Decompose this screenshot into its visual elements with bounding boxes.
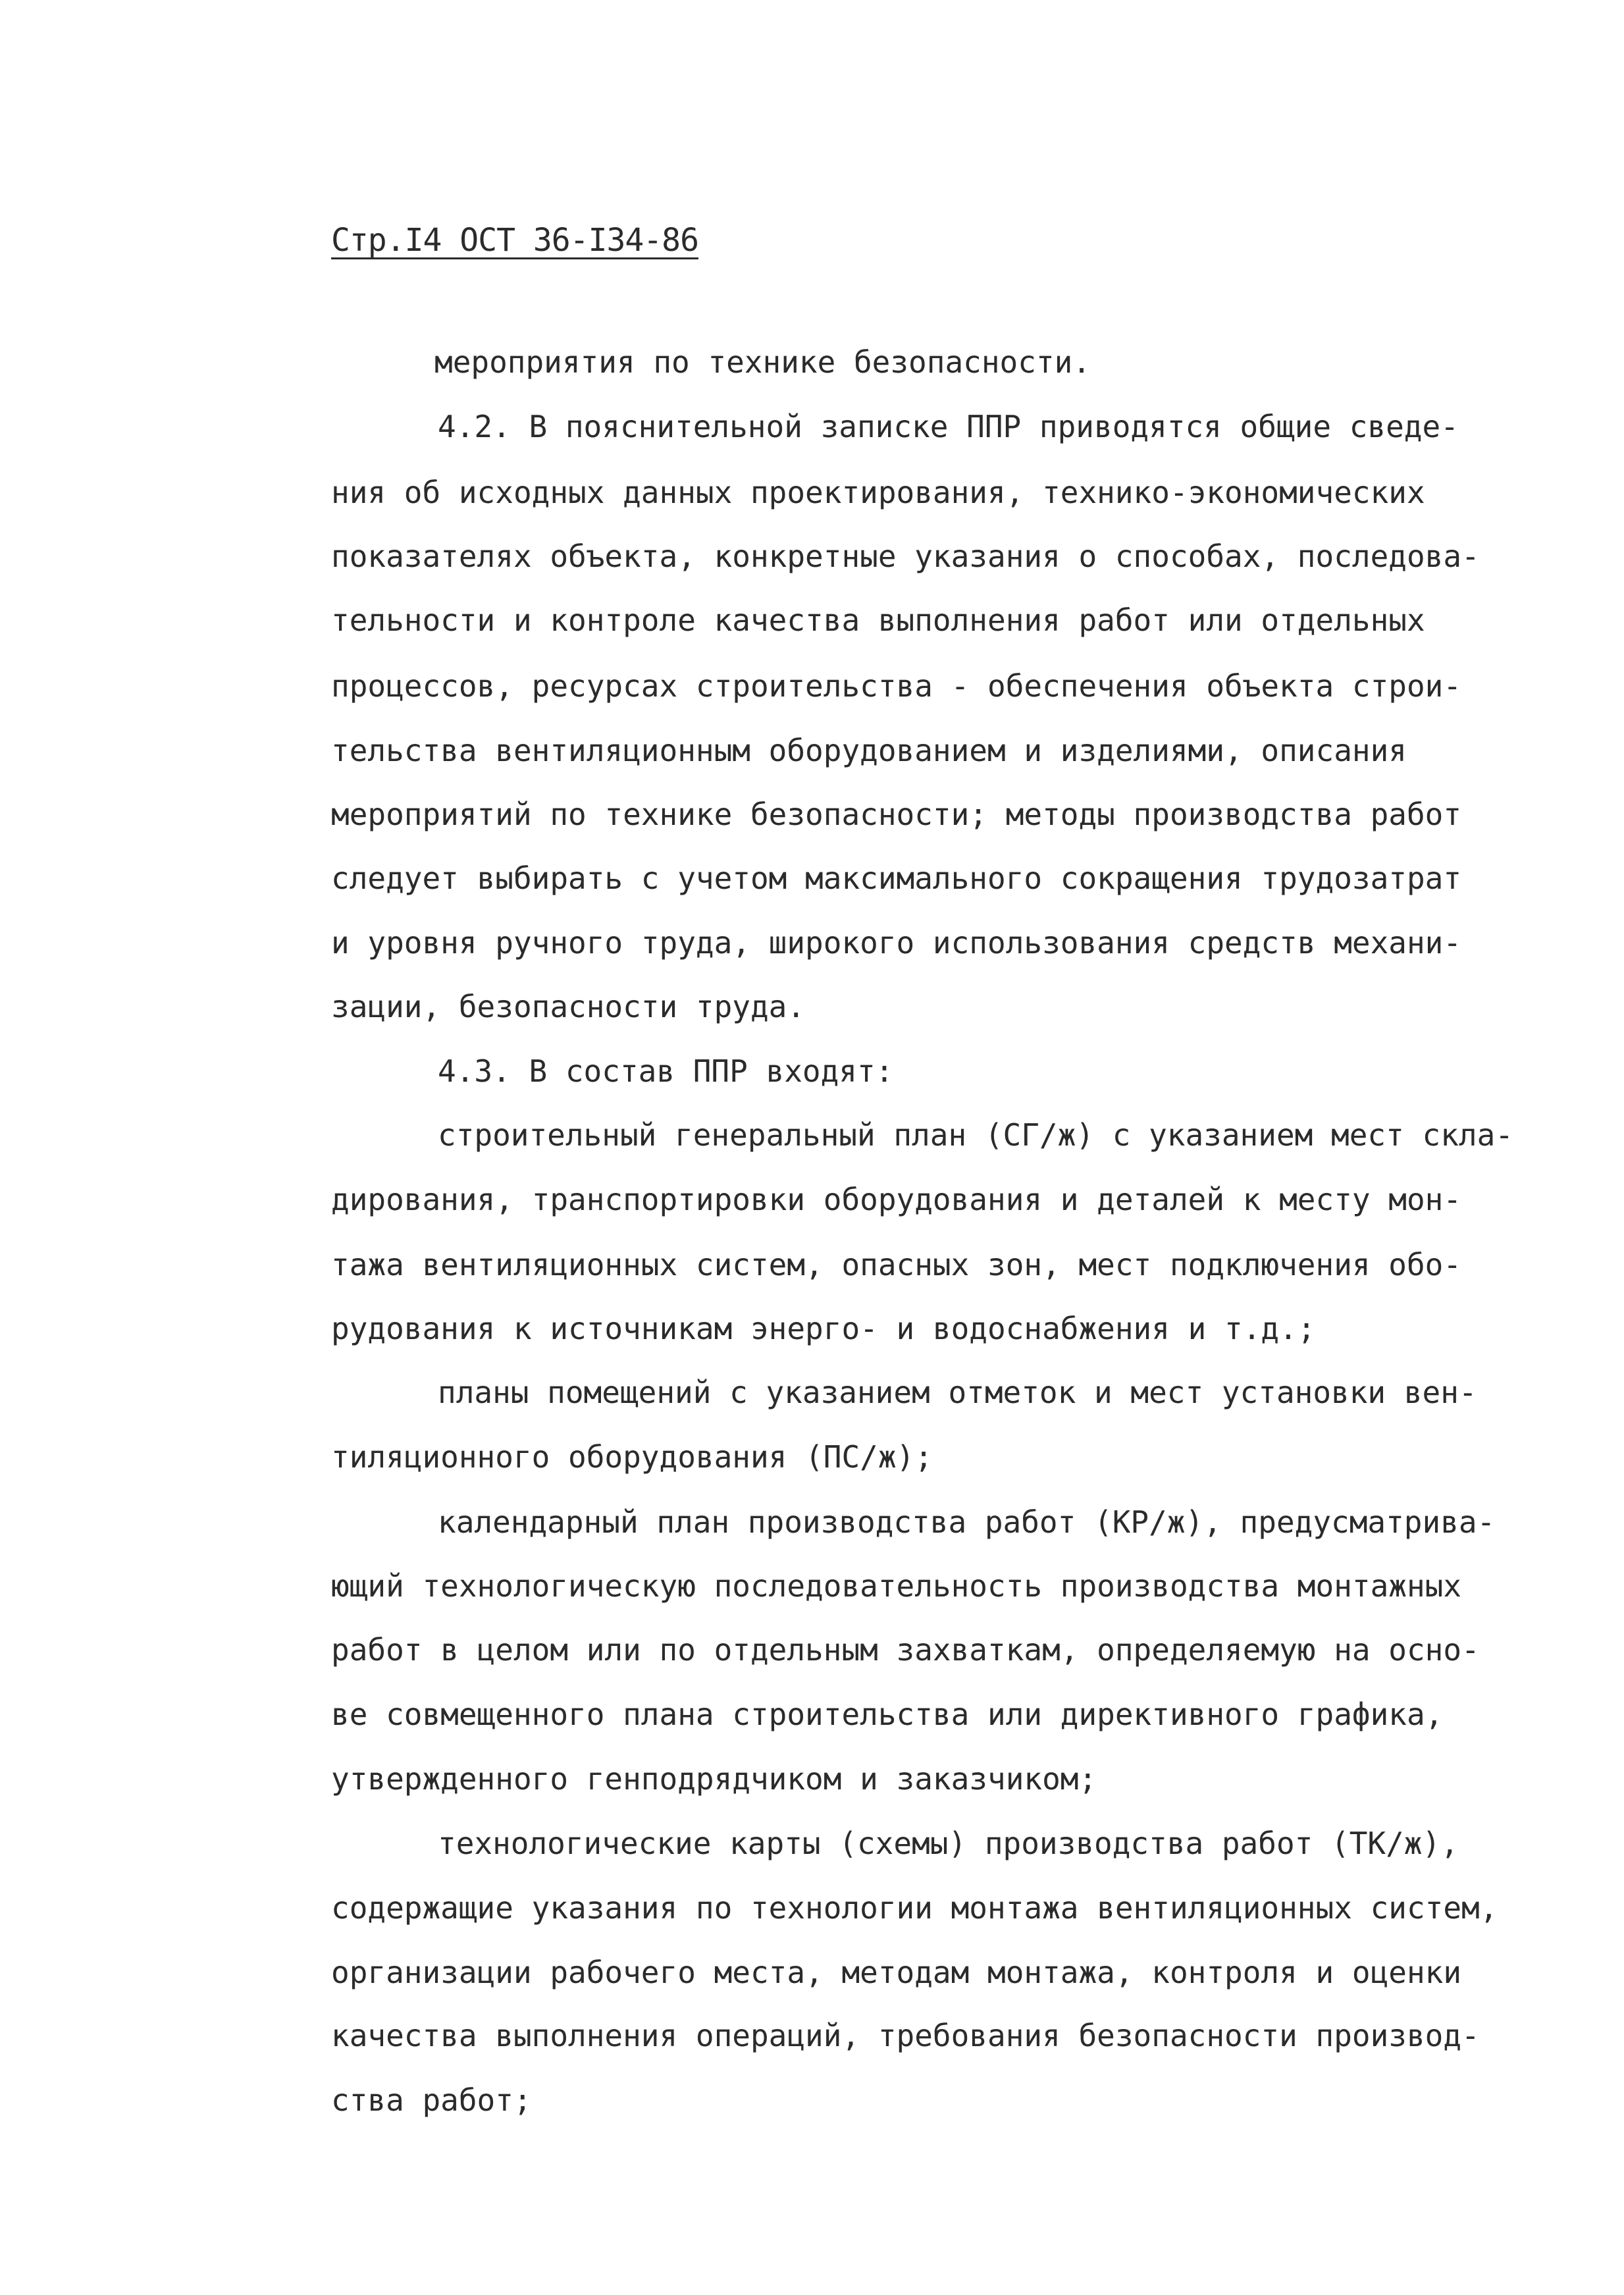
body-line: тиляционного оборудования (ПС/ж); [331, 1439, 933, 1475]
body-line: качества выполнения операций, требования безопасности производ- [331, 2018, 1480, 2053]
body-line: 4.2. В пояснительной записке ППР приводятся общие сведе- [438, 409, 1459, 444]
body-line: ства работ; [331, 2082, 532, 2118]
body-line: утвержденного генподрядчиком и заказчиком; [331, 1761, 1097, 1797]
body-line: 4.3. В состав ППР входят: [438, 1053, 894, 1089]
body-line: показателях объекта, конкретные указания о способах, последова- [331, 539, 1480, 574]
body-line: планы помещений с указанием отметок и мест установки вен- [438, 1375, 1477, 1410]
body-line: процессов, ресурсах строительства - обеспечения объекта строи- [331, 668, 1462, 704]
body-line: ния об исходных данных проектирования, технико-экономических [331, 475, 1425, 510]
body-line: и уровня ручного труда, широкого использования средств механи- [331, 925, 1462, 961]
body-line: содержащие указания по технологии монтажа вентиляционных систем, [331, 1890, 1498, 1926]
body-line: работ в целом или по отдельным захваткам, определяемую на осно- [331, 1632, 1480, 1668]
body-line: ющий технологическую последовательность производства монтажных [331, 1568, 1462, 1604]
body-line: тажа вентиляционных систем, опасных зон, мест подключения обо- [331, 1247, 1462, 1282]
body-line: организации рабочего места, методам монтажа, контроля и оценки [331, 1955, 1462, 1990]
body-line: ве совмещенного плана строительства или директивного графика, [331, 1697, 1444, 1732]
body-line: мероприятий по технике безопасности; методы производства работ [331, 797, 1462, 832]
body-line: технологические карты (схемы) производства работ (ТК/ж), [438, 1826, 1459, 1861]
body-line: тельности и контроле качества выполнения работ или отдельных [331, 602, 1425, 638]
body-line: зации, безопасности труда. [331, 989, 806, 1024]
body-line: мероприятия по технике безопасности. [434, 344, 1091, 380]
body-line: рудования к источникам энерго- и водоснабжения и т.д.; [331, 1311, 1316, 1346]
body-line: дирования, транспортировки оборудования и деталей к месту мон- [331, 1182, 1462, 1217]
body-line: следует выбирать с учетом максимального сокращения трудозатрат [331, 860, 1462, 896]
page-header: Стр.I4 ОСТ 36-I34-86 [331, 222, 698, 259]
body-line: строительный генеральный план (СГ/ж) с указанием мест скла- [438, 1117, 1513, 1153]
body-line: календарный план производства работ (КР/ж), предусматрива- [438, 1504, 1496, 1540]
body-line: тельства вентиляционным оборудованием и изделиями, описания [331, 733, 1407, 768]
